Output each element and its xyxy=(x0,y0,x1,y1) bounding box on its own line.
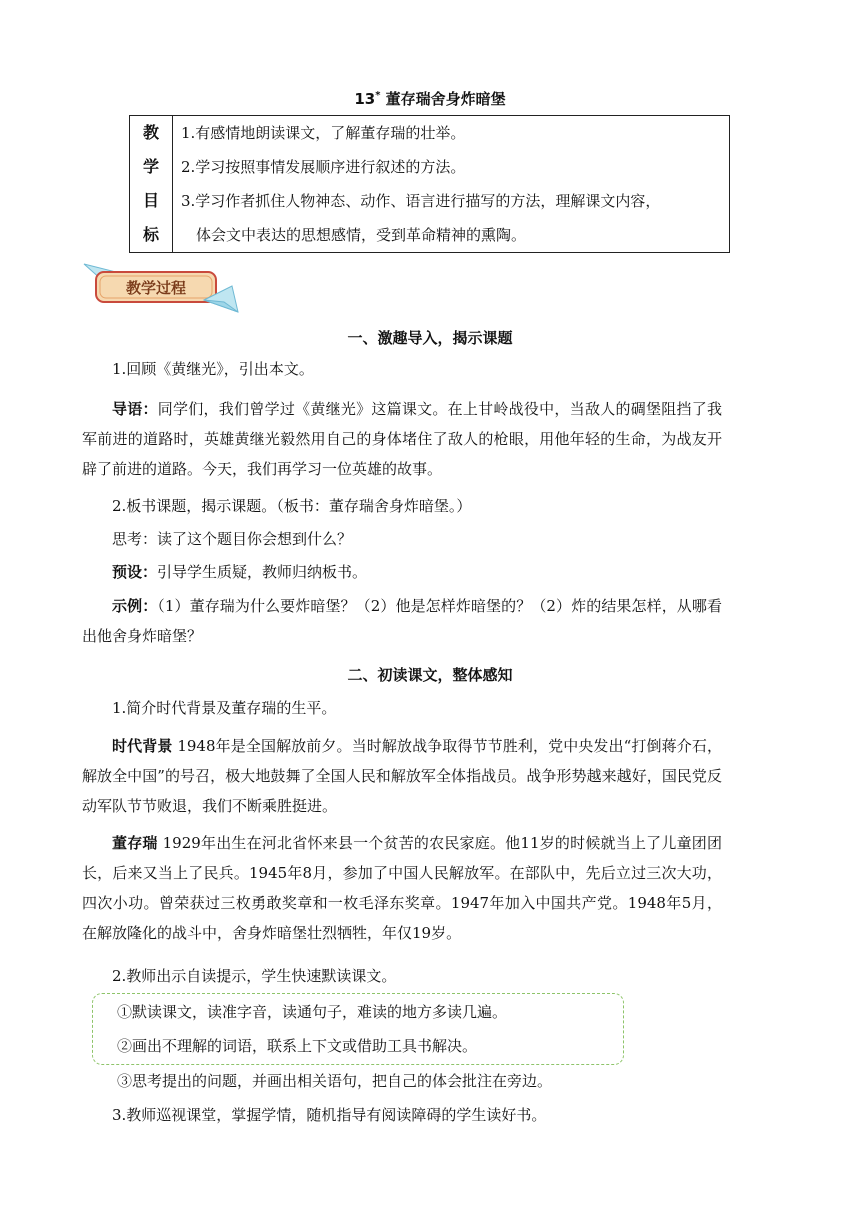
section-heading: 二、初读课文，整体感知 xyxy=(347,666,513,684)
reading-tip: ②画出不理解的词语，联系上下文或借助工具书解决。 xyxy=(117,1037,478,1055)
page-title: 13* 董存瑞舍身炸暗堡 xyxy=(354,90,506,108)
goal-item: 1.有感情地朗读课文，了解董存瑞的壮举。 xyxy=(181,124,466,142)
paragraph-intro: 导语：同学们，我们曾学过《黄继光》这篇课文。在上甘岭战役中，当敌人的碉堡阻挡了我军前进的道路时，英雄黄继光毅然用自己的身体堵住了敌人的枪眼，用他年轻的生命，为战友开辟了前进的道路。今天，我们再学习一位英雄的故事。 xyxy=(82,400,722,478)
paragraph: 2.教师出示自读提示，学生快速默读课文。 xyxy=(112,967,397,985)
paragraph-example: 示例：（1）董存瑞为什么要炸暗堡？（2）他是怎样炸暗堡的？（2）炸的结果怎样，从哪看出他舍身炸暗堡？ xyxy=(82,597,722,645)
section-heading: 一、激趣导入，揭示课题 xyxy=(347,329,513,347)
goals-header: 教 学 目 标 xyxy=(130,116,173,253)
paragraph-biography: 董存瑞 1929年出生在河北省怀来县一个贫苦的农民家庭。他11岁的时候就当上了儿童团团长，后来又当上了民兵。1945年8月，参加了中国人民解放军。在部队中，先后立过三次大功，四次小功。曾荣获过三枚勇敢奖章和一枚毛泽东奖章。1947年加入中国共产党。1948年5月，在解放隆化的战斗中，舍身炸暗堡壮烈牺牲，年仅19岁。 xyxy=(82,834,722,942)
goal-item: 2.学习按照事情发展顺序进行叙述的方法。 xyxy=(181,158,466,176)
teaching-process-banner xyxy=(82,256,242,316)
goals-list xyxy=(173,116,730,253)
paragraph: 2.板书课题，揭示课题。（板书：董存瑞舍身炸暗堡。） xyxy=(112,497,472,515)
paragraph: 1.简介时代背景及董存瑞的生平。 xyxy=(112,699,337,717)
paragraph-preset: 预设：引导学生质疑，教师归纳板书。 xyxy=(112,563,368,581)
banner-label: 教学过程 xyxy=(125,279,187,297)
paragraph: 思考：读了这个题目你会想到什么？ xyxy=(112,530,353,548)
paragraph-background: 时代背景 1948年是全国解放前夕。当时解放战争取得节节胜利，党中央发出“打倒蒋介石，解放全中国”的号召，极大地鼓舞了全国人民和解放军全体指战员。战争形势越来越好，国民党反动军队节节败退，我们不断乘胜挺进。 xyxy=(82,737,722,815)
reading-tip: ①默读课文，读准字音，读通句子，难读的地方多读几遍。 xyxy=(117,1003,508,1021)
paragraph: 1.回顾《黄继光》，引出本文。 xyxy=(112,360,314,378)
learning-goals-table xyxy=(129,115,730,253)
goal-item-continued: 体会文中表达的思想感情，受到革命精神的熏陶。 xyxy=(196,226,527,244)
reading-tip: ③思考提出的问题，并画出相关语句，把自己的体会批注在旁边。 xyxy=(117,1072,553,1090)
paragraph: 3.教师巡视课堂，掌握学情，随机指导有阅读障碍的学生读好书。 xyxy=(112,1106,547,1124)
goal-item: 3.学习作者抓住人物神态、动作、语言进行描写的方法，理解课文内容， xyxy=(181,192,661,210)
